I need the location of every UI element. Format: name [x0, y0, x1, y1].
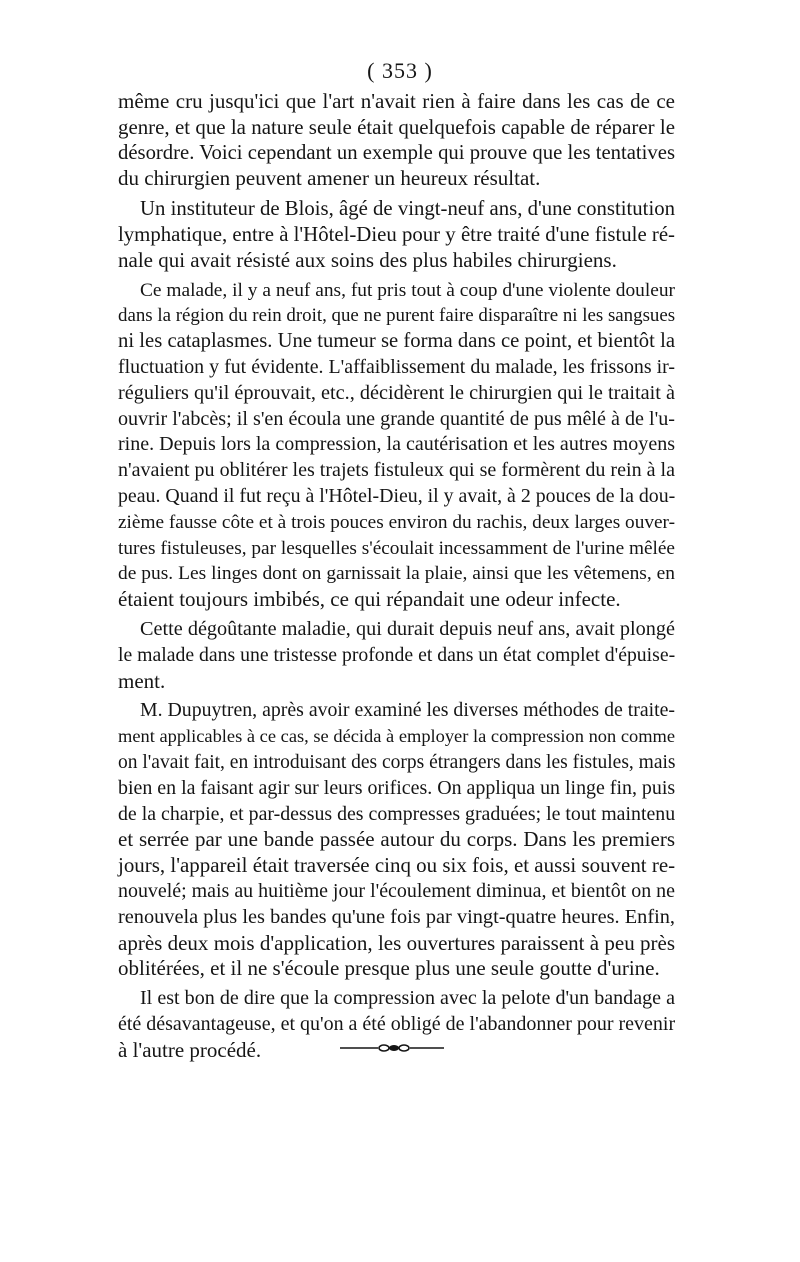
text-line: on l'avait fait, en introduisant des corps étrangers dans les fistules, mais [118, 751, 676, 773]
text-line: après deux mois d'application, les ouvertures paraissent à peu près [118, 930, 675, 955]
text-line: de la charpie, et par-dessus des compresses graduées; le tout maintenu [118, 802, 676, 825]
text-line: fluctuation y fut évidente. L'affaiblissement du malade, les frissons ir- [118, 355, 675, 378]
text-line: n'avaient pu oblitérer les trajets fistuleux qui se formèrent du rein à la [118, 459, 675, 482]
page-number: ( 353 ) [367, 58, 433, 83]
end-ornament-icon [340, 1043, 444, 1053]
text-line: à l'autre procédé. [118, 1037, 262, 1062]
text-line: du chirurgien peuvent amener un heureux résultat. [118, 166, 541, 191]
paragraph [118, 617, 675, 694]
text-line: Ce malade, il y a neuf ans, fut pris tout à coup d'une violente douleur [140, 279, 675, 301]
paragraph [118, 278, 675, 613]
text-line: même cru jusqu'ici que l'art n'avait rien à faire dans les cas de ce [118, 89, 675, 113]
text-line: lymphatique, entre à l'Hôtel-Dieu pour y être traité d'une fistule ré- [118, 221, 675, 246]
paragraph [118, 196, 675, 273]
text-line: M. Dupuytren, après avoir examiné les diverses méthodes de traite- [140, 699, 675, 722]
paragraph [118, 89, 675, 192]
text-line: Un instituteur de Blois, âgé de vingt-neuf ans, d'une constitution [140, 197, 675, 221]
text-line: nouvelé; mais au huitième jour l'écoulement diminua, et bientôt on ne [118, 879, 675, 902]
text-line: ment applicables à ce cas, se décida à employer la compression non comme [118, 726, 675, 747]
text-line: Il est bon de dire que la compression avec la pelote d'un bandage a [140, 987, 675, 1010]
text-line: le malade dans une tristesse profonde et dans un état complet d'épuise- [118, 643, 676, 666]
text-line: désordre. Voici cependant un exemple qui prouve que les tentatives [118, 141, 675, 164]
text-line: été désavantageuse, et qu'on a été obligé de l'abandonner pour revenir [118, 1012, 676, 1035]
body-text [118, 89, 675, 1067]
paragraph [118, 698, 675, 982]
text-line: bien en la faisant agir sur leurs orifices. On appliqua un linge fin, puis [118, 776, 676, 799]
text-line: et serrée par une bande passée autour du corps. Dans les premiers [118, 827, 675, 852]
text-line: ni les cataplasmes. Une tumeur se forma dans ce point, et bientôt la [118, 330, 675, 353]
text-line: ouvrir l'abcès; il s'en écoula une grande quantité de pus mêlé à de l'u- [118, 407, 675, 430]
text-line: genre, et que la nature seule était quelquefois capable de réparer le [118, 114, 675, 139]
text-line: étaient toujours imbibés, ce qui répandait une odeur infecte. [118, 587, 621, 612]
text-line: renouvela plus les bandes qu'une fois par vingt-quatre heures. Enfin, [118, 905, 675, 928]
text-line: rine. Depuis lors la compression, la cautérisation et les autres moyens [118, 433, 675, 456]
text-line: dans la région du rein droit, que ne purent faire disparaître ni les sangsues [118, 305, 676, 327]
text-line: peau. Quand il fut reçu à l'Hôtel-Dieu, il y avait, à 2 pouces de la dou- [118, 484, 676, 507]
text-line: de pus. Les linges dont on garnissait la plaie, ainsi que les vêtemens, en [118, 563, 675, 585]
text-line: jours, l'appareil était traversée cinq ou six fois, et aussi souvent re- [118, 853, 676, 878]
text-line: ment. [118, 668, 166, 693]
text-line: tures fistuleuses, par lesquelles s'écoulait incessamment de l'urine mêlée [118, 537, 675, 559]
text-line: oblitérées, et il ne s'écoule presque plus une seule goutte d'urine. [118, 956, 660, 981]
text-line: zième fausse côte et à trois pouces environ du rachis, deux larges ouver- [118, 511, 675, 533]
text-line: Cette dégoûtante maladie, qui durait depuis neuf ans, avait plongé [140, 617, 675, 640]
text-line: nale qui avait résisté aux soins des plus habiles chirurgiens. [118, 247, 617, 272]
text-line: réguliers qu'il éprouvait, etc., décidèrent le chirurgien qui le traitait à [118, 381, 675, 404]
